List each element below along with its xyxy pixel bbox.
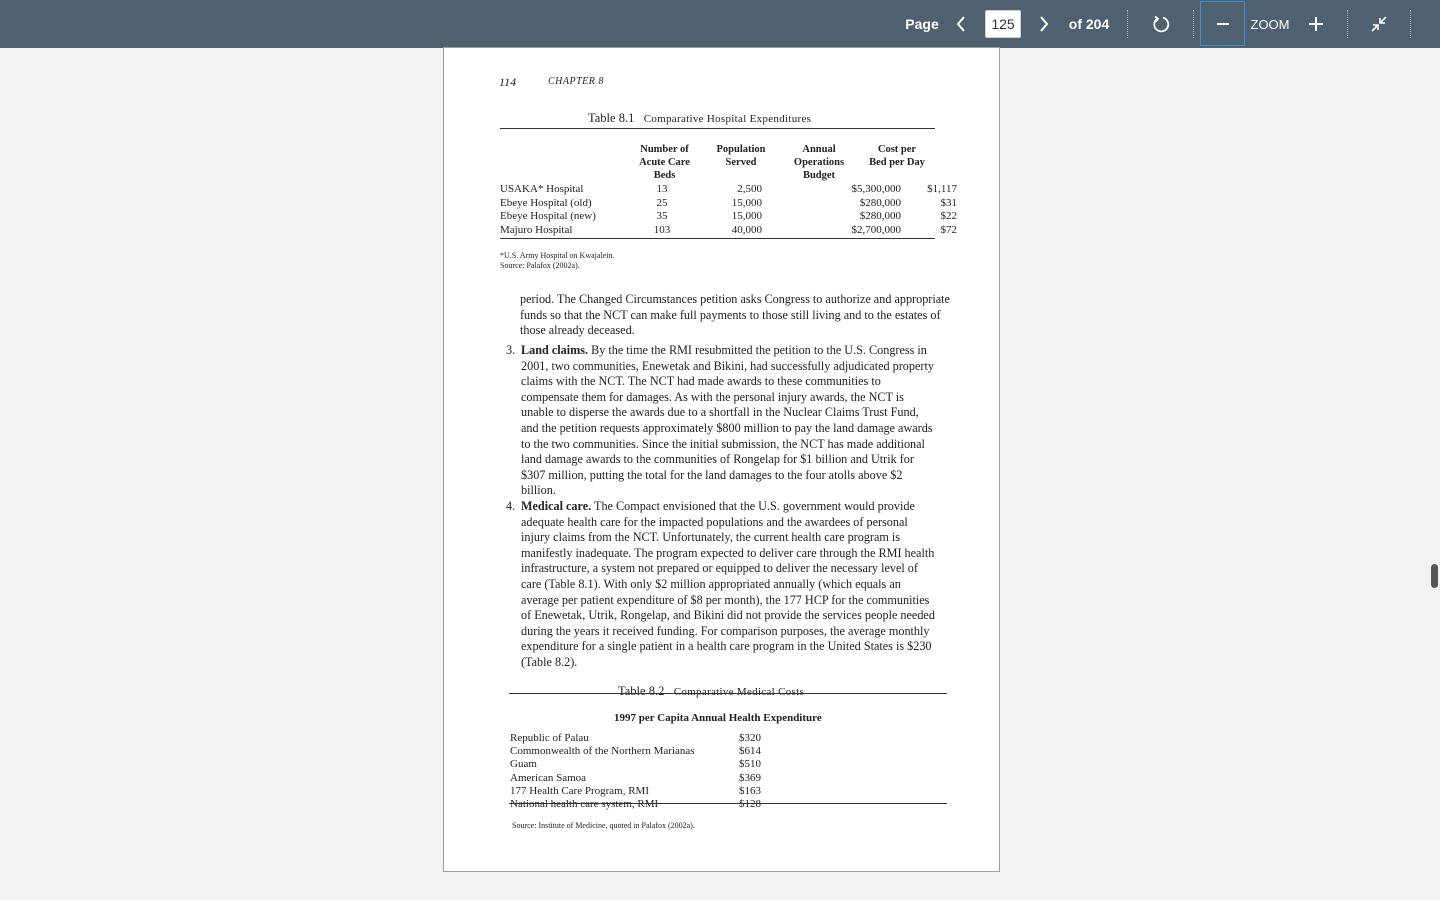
list-item-heading: Medical care.: [521, 498, 592, 513]
toolbar-divider: [1193, 10, 1194, 38]
table2-label: Table 8.2: [618, 684, 665, 698]
table-cell: $280,000: [859, 196, 901, 209]
page-number-input[interactable]: [985, 10, 1021, 38]
toolbar-divider: [1347, 10, 1348, 38]
table-cell: USAKA* Hospital: [500, 183, 584, 195]
table1-source: Source: Palafox (2002a).: [500, 261, 580, 270]
table-cell: $128: [739, 797, 761, 810]
document-page: [443, 47, 1000, 872]
table2-body: [510, 732, 930, 811]
table2-title: Comparative Medical Costs: [673, 686, 805, 698]
toolbar-divider: [1127, 10, 1128, 38]
table-cell: 25: [656, 196, 668, 209]
table-cell: Majuro Hospital: [500, 223, 573, 236]
table-cell: 103: [653, 223, 671, 236]
table-row: USAKA* Hospital 13 2,500 $5,300,000 $1,117: [500, 183, 957, 195]
table-cell: $320: [739, 732, 761, 744]
table-cell: 35: [656, 210, 668, 222]
zoom-label: ZOOM: [1250, 16, 1290, 32]
table-row: Majuro Hospital 103 40,000 $2,700,000 $72: [500, 223, 957, 236]
table-cell: $614: [739, 745, 761, 758]
table-cell: National health care system, RMI: [510, 797, 659, 810]
table2-source: Source: Institute of Medicine, quoted in Palafox (2002a).: [512, 821, 695, 830]
table-cell: Commonwealth of the Northern Marianas: [510, 745, 695, 758]
table1-top-rule: [500, 128, 935, 129]
table-row: [510, 785, 930, 798]
minus-icon: [1216, 17, 1230, 31]
table-cell: $2,700,000: [851, 223, 901, 236]
list-item: [506, 343, 936, 499]
table-row: Ebeye Hospital (new) 35 15,000 $280,000 $22: [500, 210, 957, 222]
plus-icon: [1308, 16, 1324, 32]
table1-title: Comparative Hospital Expenditures: [643, 113, 812, 125]
table1-label: Table 8.1: [588, 111, 635, 125]
chevron-left-icon: [955, 15, 967, 33]
table-cell: 177 Health Care Program, RMI: [510, 784, 649, 797]
table1-body: [500, 183, 957, 237]
table1-caption: [588, 111, 811, 126]
table-row: [510, 772, 930, 785]
collapse-icon: [1370, 15, 1388, 33]
table1-column-header: Cost per Bed per Day: [869, 144, 925, 168]
table-cell: 13: [656, 183, 668, 195]
exit-fullscreen-button[interactable]: [1364, 0, 1394, 48]
table1-column-header: Number of Acute Care Beds: [639, 144, 690, 181]
list-item-text: The Compact envisioned that the U.S. government would provide adequate health care for the impacted populations and the awardees of personal injury claims from the NCT. Unfortunately, the current health care program is manifestly inadequate. The program expected to deliver care through the RMI health infrastructure, a system not prepared or equipped to deliver the necessary level of care (Table 8.1). With only $2 million appropriated annually (which equals an average per patient expenditure of $8 per month), the 177 HCP for the communities of Enewetak, Utrik, Rongelap, and Bikini did not provide the services people needed during the years it received funding. For comparison purposes, the average monthly expenditure for a single patient in a health care program in the United States is $230 (Table 8.2).: [521, 498, 935, 669]
page-number: 114: [499, 75, 517, 89]
list-item-number: 4.: [506, 498, 516, 513]
page-label: Page: [905, 16, 939, 32]
table-row: Ebeye Hospital (old) 25 15,000 $280,000 $31: [500, 196, 957, 209]
table-cell: $369: [739, 771, 761, 784]
table-row: [510, 745, 930, 758]
list-item-text: By the time the RMI resubmitted the petition to the U.S. Congress in 2001, two communities, Enewetak and Bikini, had successfully adjudicated property claims with the NCT. The NCT had made awards to these communities to compensate them for damages. As with the personal injury awards, the NCT is unable to disperse the awards due to a shortfall in the Nuclear Claims Trust Fund, and the petition requests approximately $800 million to pay the land damage awards to the two communities. Since the initial submission, the NCT has made additional land damage awards to the communities of Rongelap for $1 billion and Utrik for $307 million, putting the total for the land damages to the four atolls above $2 billion.: [521, 343, 934, 498]
table2-caption: [618, 684, 804, 699]
table2-top-rule: [509, 693, 947, 694]
table-cell: $163: [739, 784, 761, 797]
rotate-icon: [1151, 14, 1171, 34]
previous-page-button[interactable]: [948, 0, 974, 48]
table-row: [510, 758, 930, 771]
table-row: [510, 798, 930, 811]
table-cell: $510: [739, 758, 761, 771]
table1-footnote: *U.S. Army Hospital on Kwajalein.: [500, 251, 615, 260]
table-row: [510, 732, 930, 745]
numbered-list: [506, 343, 936, 670]
paragraph-continued: period. The Changed Circumstances petition asks Congress to authorize and appropriate funds so that the NCT can make full payments to those still living and to the estates of those already deceased.: [520, 292, 950, 338]
chevron-right-icon: [1038, 15, 1050, 33]
viewer-toolbar: [0, 0, 1440, 48]
table1-column-header: Annual Operations Budget: [793, 144, 845, 181]
zoom-out-button[interactable]: [1200, 1, 1245, 46]
table-cell: Ebeye Hospital (new): [500, 210, 596, 222]
table-cell: American Samoa: [510, 771, 587, 784]
table-cell: $22: [940, 210, 957, 222]
rotate-button[interactable]: [1146, 0, 1176, 48]
list-item-number: 3.: [506, 343, 516, 357]
toolbar-divider: [1410, 10, 1411, 38]
table2-bottom-rule: [509, 803, 947, 804]
table1-column-header: Population Served: [716, 144, 766, 168]
total-pages-label: of 204: [1068, 16, 1110, 32]
table-cell: $280,000: [859, 210, 901, 222]
table2-subtitle: 1997 per Capita Annual Health Expenditure: [614, 712, 822, 724]
list-item-heading: Land claims.: [521, 343, 589, 357]
next-page-button[interactable]: [1031, 0, 1057, 48]
table-cell: $31: [940, 196, 957, 209]
table-cell: Guam: [510, 758, 537, 771]
table-cell: $72: [940, 223, 957, 236]
list-item: [506, 499, 936, 671]
table-cell: Ebeye Hospital (old): [500, 196, 592, 209]
chapter-heading: CHAPTER 8: [548, 76, 604, 87]
table1-bottom-rule: [500, 238, 935, 239]
table-cell: Republic of Palau: [510, 732, 589, 744]
table-cell: $5,300,000: [851, 183, 901, 195]
zoom-in-button[interactable]: [1302, 0, 1330, 48]
scrollbar-thumb[interactable]: [1431, 564, 1438, 588]
table-cell: $1,117: [927, 183, 957, 195]
